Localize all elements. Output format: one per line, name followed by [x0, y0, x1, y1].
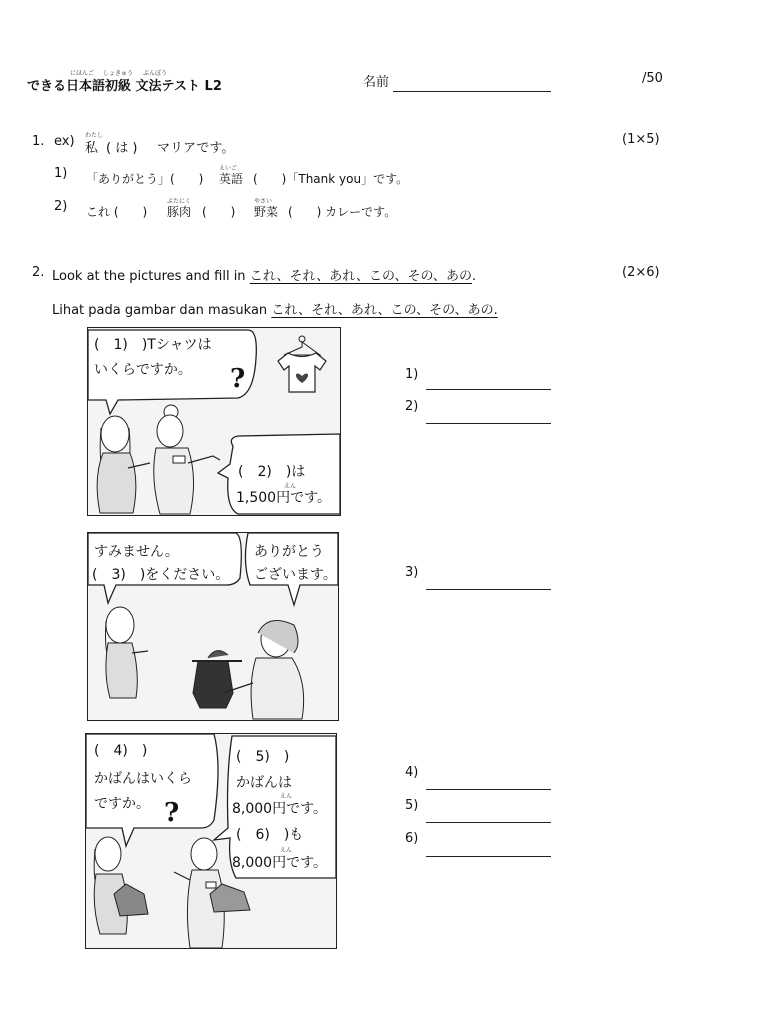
- item2-pre: これ ( ): [86, 205, 148, 219]
- panel3-right-bubble-line2: かばんは: [236, 775, 292, 791]
- title-ruby-nihongo: にほんご: [70, 70, 95, 77]
- answer-label-4: 4): [405, 765, 419, 780]
- answer-line-1[interactable]: [426, 389, 551, 390]
- item2-kanji2: 野菜: [254, 205, 279, 219]
- panel2-left-bubble-line2: ( 3) )をください。: [92, 567, 230, 583]
- panel3-left-bubble-line2: かばんはいくら: [94, 771, 192, 787]
- instruction-english-text: Look at the pictures and fill in: [52, 269, 250, 284]
- answer-line-4[interactable]: [426, 789, 551, 790]
- item2-ruby2: やさい: [254, 198, 273, 205]
- section2-number: 2.: [32, 265, 45, 280]
- item2-kanji1: 豚肉: [167, 205, 192, 219]
- panel2-left-bubble-line1: すみません。: [94, 544, 179, 560]
- panel1-left-bubble-line2: いくらですか。: [94, 362, 192, 378]
- example-kanji: 私: [85, 141, 99, 156]
- instruction-english-end: .: [472, 269, 477, 284]
- answer-line-6[interactable]: [426, 856, 551, 857]
- example-label: ex): [54, 134, 75, 149]
- panel1-right-bubble-line1: ( 2) )は: [238, 464, 306, 480]
- answer-line-3[interactable]: [426, 589, 551, 590]
- panel2-right-bubble-line1: ありがとう: [254, 544, 324, 560]
- section1-points: (1×5): [622, 132, 660, 147]
- answer-line-2[interactable]: [426, 423, 551, 424]
- item1-kanji: 英語: [219, 172, 244, 186]
- example-rest: マリアです。: [157, 141, 235, 156]
- item1-number: 1): [54, 166, 68, 181]
- answer-label-2: 2): [405, 399, 419, 414]
- answer-line-5[interactable]: [426, 822, 551, 823]
- instruction-indonesian-words: これ、それ、あれ、この、その、あの.: [271, 303, 498, 318]
- item2-number: 2): [54, 199, 68, 214]
- panel3-ruby-en-2: えん: [280, 847, 293, 854]
- panel3-right-bubble-line5: 8,000円です。: [232, 855, 327, 871]
- instruction-english-words: これ、それ、あれ、この、その、あの: [249, 269, 472, 284]
- comic-panel-2: [87, 532, 339, 721]
- title-ruby-shokyuu: しょきゅう: [103, 70, 134, 77]
- panel1-right-bubble-line2: 1,500円です。: [236, 490, 331, 506]
- panel3-left-bubble-line1: ( 4) ): [94, 743, 148, 759]
- item1-ruby: えいご: [219, 165, 238, 172]
- example-ruby: わたし: [85, 132, 104, 139]
- answer-label-6: 6): [405, 831, 419, 846]
- title-ruby-bunpou: ぶんぽう: [143, 70, 168, 77]
- question-mark: ?: [230, 364, 246, 394]
- comic-panel-1: [87, 327, 341, 516]
- instruction-indonesian: [52, 299, 498, 318]
- panel1-left-bubble-line1: ( 1) )Tシャツは: [94, 337, 212, 353]
- answer-label-1: 1): [405, 367, 419, 382]
- name-label: 名前: [363, 75, 390, 90]
- item2-post: ( ) カレーです。: [288, 205, 397, 219]
- panel2-illustration: [88, 533, 338, 720]
- panel1-ruby-en: えん: [284, 483, 297, 490]
- panel3-left-bubble-line3: ですか。: [94, 796, 150, 812]
- instruction-english: [52, 265, 476, 284]
- item2-ruby1: ぶたにく: [167, 198, 192, 205]
- name-field-line[interactable]: [393, 91, 551, 92]
- instruction-indonesian-text: Lihat pada gambar dan masukan: [52, 303, 272, 318]
- example-paren: ( は ): [106, 141, 138, 156]
- score-total: /50: [642, 71, 663, 86]
- panel3-right-bubble-line4: ( 6) )も: [236, 827, 304, 843]
- comic-panel-3: [85, 733, 337, 949]
- answer-label-5: 5): [405, 798, 419, 813]
- section1-number: 1.: [32, 134, 45, 149]
- panel3-right-bubble-line1: ( 5) ): [236, 749, 290, 765]
- answer-label-3: 3): [405, 565, 419, 580]
- section2-points: (2×6): [622, 265, 660, 280]
- panel3-right-bubble-line3: 8,000円です。: [232, 801, 327, 817]
- question-mark: ?: [164, 798, 180, 828]
- item2-mid: ( ): [202, 205, 236, 219]
- panel3-ruby-en-1: えん: [280, 793, 293, 800]
- item1-post: ( )「Thank you」です。: [253, 172, 409, 186]
- item1-pre: 「ありがとう」( ): [86, 172, 204, 186]
- panel2-right-bubble-line2: ございます。: [254, 567, 337, 583]
- page-title: できる日本語初級 文法テスト L2: [27, 79, 222, 94]
